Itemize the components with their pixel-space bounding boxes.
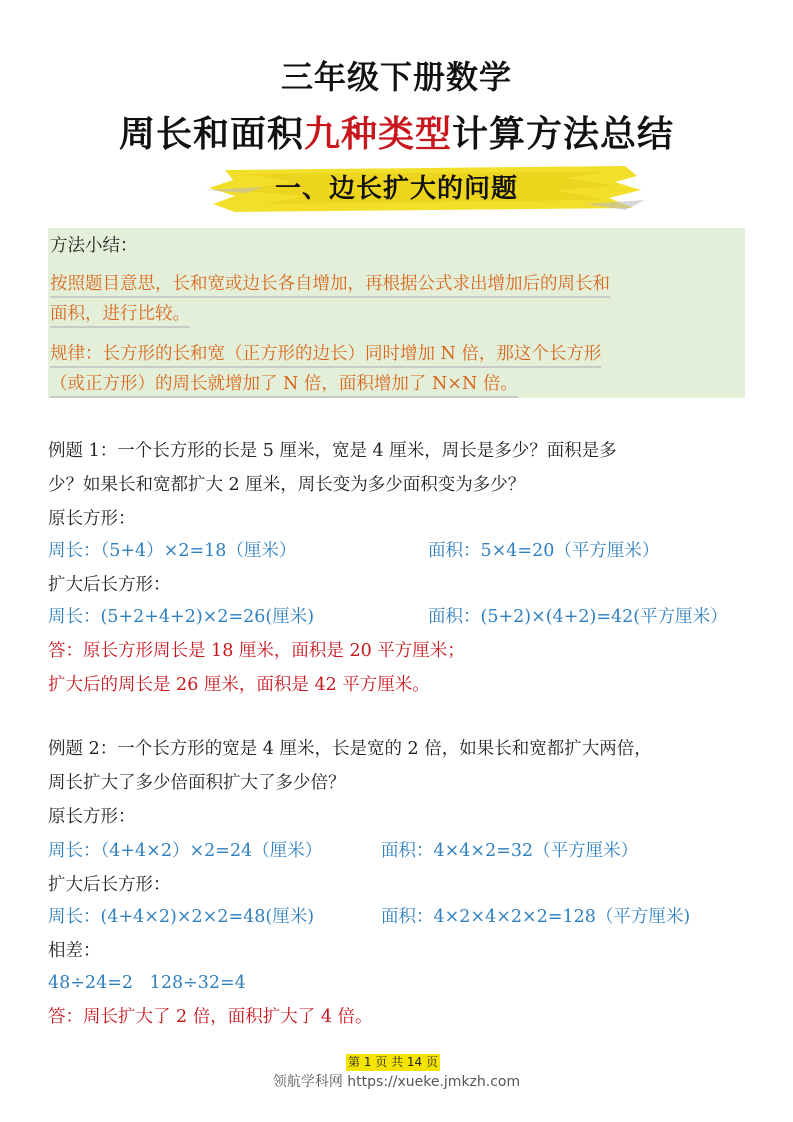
page-number-badge: 第 1 页 共 14 页: [346, 1054, 440, 1071]
example-2-new-perimeter: 周长：(4+4×2)×2×2=48(厘米): [48, 907, 315, 927]
method-heading: 方法小结：: [50, 236, 138, 256]
example-1-original-perimeter: 周长：（5+4）×2=18（厘米）: [48, 541, 297, 561]
method-paragraph-2-line-1: 规律：长方形的长和宽（正方形的边长）同时增加 N 倍，那这个长方形: [50, 342, 601, 366]
example-2-answer: 答：周长扩大了 2 倍，面积扩大了 4 倍。: [48, 1007, 373, 1027]
example-1-answer-line-2: 扩大后的周长是 26 厘米，面积是 42 平方厘米。: [48, 675, 430, 695]
example-1-new-perimeter: 周长：(5+2+4+2)×2=26(厘米): [48, 607, 315, 627]
method-paragraph-1-line-2: 面积，进行比较。: [50, 302, 190, 326]
example-2-original-perimeter: 周长：（4+4×2）×2=24（厘米）: [48, 841, 323, 861]
example-2-question-line-2: 周长扩大了多少倍面积扩大了多少倍？: [48, 773, 346, 793]
example-2-original-area: 面积：4×4×2=32（平方厘米）: [381, 841, 639, 861]
example-2-difference-calculation: 48÷24=2 128÷32=4: [48, 973, 246, 993]
subtitle-highlight: 九种类型: [303, 114, 452, 155]
example-2-original-label: 原长方形：: [48, 807, 136, 827]
example-2-new-label: 扩大后长方形：: [48, 875, 171, 895]
example-1-new-area: 面积：(5+2)×(4+2)=42(平方厘米）: [428, 607, 728, 627]
example-2-question-line-1: 例题 2：一个长方形的宽是 4 厘米，长是宽的 2 倍，如果长和宽都扩大两倍，: [48, 739, 652, 759]
example-1-answer-line-1: 答：原长方形周长是 18 厘米，面积是 20 平方厘米；: [48, 641, 465, 661]
subtitle-pre: 周长和面积: [118, 114, 304, 155]
footer-site-link[interactable]: 领航学科网 https://xueke.jmkzh.com: [272, 1074, 521, 1090]
example-1-new-label: 扩大后长方形：: [48, 575, 171, 595]
example-1-question-line-1: 例题 1：一个长方形的长是 5 厘米，宽是 4 厘米，周长是多少？面积是多: [48, 441, 617, 461]
section-heading: 一、边长扩大的问题: [274, 174, 518, 204]
method-paragraph-1-line-1: 按照题目意思，长和宽或边长各自增加，再根据公式求出增加后的周长和: [50, 272, 610, 296]
example-1-original-area: 面积：5×4=20（平方厘米）: [428, 541, 660, 561]
example-1-original-label: 原长方形：: [48, 509, 136, 529]
document-title: 三年级下册数学: [280, 58, 512, 96]
example-2-difference-label: 相差：: [48, 941, 101, 961]
subtitle-post: 计算方法总结: [452, 114, 675, 155]
example-2-new-area: 面积：4×2×4×2×2=128（平方厘米): [381, 907, 691, 927]
method-paragraph-2-line-2: （或正方形）的周长就增加了 N 倍，面积增加了 N×N 倍。: [50, 372, 518, 396]
document-subtitle: [0, 106, 793, 157]
example-1-question-line-2: 少？如果长和宽都扩大 2 厘米，周长变为多少面积变为多少？: [48, 475, 526, 495]
